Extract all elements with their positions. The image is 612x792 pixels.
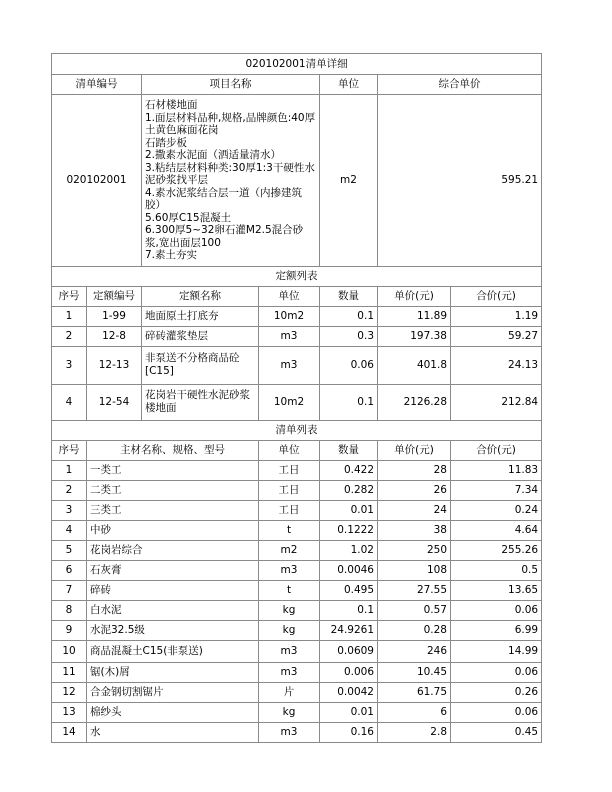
material-total: 0.06 — [451, 600, 542, 620]
material-no: 11 — [52, 662, 87, 682]
material-no: 14 — [52, 722, 87, 742]
material-total: 4.64 — [451, 520, 542, 540]
quota-row — [52, 326, 542, 346]
quota-code: 1-99 — [87, 306, 142, 326]
quota-col-header: 合价(元) — [451, 286, 542, 306]
quota-total: 1.19 — [451, 306, 542, 326]
material-name: 一类工 — [87, 460, 259, 480]
desc-line: 4.素水泥浆结合层一道（内掺建筑胶） — [145, 186, 303, 211]
material-qty: 1.02 — [320, 540, 378, 560]
unit-header: 单位 — [320, 75, 378, 95]
quota-total: 24.13 — [451, 346, 542, 384]
quota-qty: 0.1 — [320, 384, 378, 420]
material-total: 0.5 — [451, 560, 542, 580]
materials-col-header: 单位 — [259, 440, 320, 460]
material-name: 二类工 — [87, 480, 259, 500]
quota-qty: 0.06 — [320, 346, 378, 384]
materials-col-header: 合价(元) — [451, 440, 542, 460]
desc-line: 石材楼地面 — [145, 99, 198, 111]
material-price: 0.57 — [378, 600, 451, 620]
material-qty: 0.16 — [320, 722, 378, 742]
quota-qty: 0.1 — [320, 306, 378, 326]
material-price: 6 — [378, 702, 451, 722]
material-total: 255.26 — [451, 540, 542, 560]
material-row — [52, 702, 542, 722]
material-name: 水泥32.5级 — [87, 620, 259, 640]
material-unit: kg — [259, 620, 320, 640]
quota-unit: 10m2 — [259, 384, 320, 420]
material-no: 7 — [52, 580, 87, 600]
material-row — [52, 580, 542, 600]
desc-line: 6.300厚5~32卵石灌M2.5混合砂浆,宽出面层100 — [145, 224, 304, 249]
material-unit: m3 — [259, 662, 320, 682]
material-row — [52, 722, 542, 742]
quota-row — [52, 306, 542, 326]
quota-col-header: 序号 — [52, 286, 87, 306]
material-qty: 0.01 — [320, 702, 378, 722]
material-unit: kg — [259, 702, 320, 722]
desc-line: 3.粘结层材料种类:30厚1:3干硬性水泥砂浆找平层 — [145, 161, 315, 186]
quota-row — [52, 346, 542, 384]
material-qty: 0.495 — [320, 580, 378, 600]
materials-col-header: 主材名称、规格、型号 — [87, 440, 259, 460]
quota-col-header: 定额编号 — [87, 286, 142, 306]
material-no: 3 — [52, 500, 87, 520]
quota-col-header: 单位 — [259, 286, 320, 306]
material-no: 6 — [52, 560, 87, 580]
material-price: 250 — [378, 540, 451, 560]
quota-price: 197.38 — [378, 326, 451, 346]
quota-no: 1 — [52, 306, 87, 326]
material-unit: m3 — [259, 640, 320, 662]
bill-detail-table — [51, 53, 542, 743]
price-header: 综合单价 — [378, 75, 542, 95]
quota-no: 2 — [52, 326, 87, 346]
material-row — [52, 560, 542, 580]
material-no: 13 — [52, 702, 87, 722]
material-total: 6.99 — [451, 620, 542, 640]
material-row — [52, 682, 542, 702]
material-no: 1 — [52, 460, 87, 480]
material-unit: 工日 — [259, 480, 320, 500]
materials-body — [52, 460, 542, 742]
material-unit: m3 — [259, 722, 320, 742]
quota-header-row — [52, 286, 542, 306]
quota-col-header: 单价(元) — [378, 286, 451, 306]
material-total: 0.26 — [451, 682, 542, 702]
material-price: 10.45 — [378, 662, 451, 682]
material-unit: t — [259, 520, 320, 540]
material-name: 白水泥 — [87, 600, 259, 620]
material-name: 合金钢切割锯片 — [87, 682, 259, 702]
bill-detail-sheet — [51, 53, 541, 743]
material-name: 中砂 — [87, 520, 259, 540]
material-total: 0.45 — [451, 722, 542, 742]
material-price: 26 — [378, 480, 451, 500]
material-name: 锯(木)屑 — [87, 662, 259, 682]
quota-code: 12-54 — [87, 384, 142, 420]
material-qty: 0.0609 — [320, 640, 378, 662]
material-no: 8 — [52, 600, 87, 620]
material-qty: 24.9261 — [320, 620, 378, 640]
quota-no: 4 — [52, 384, 87, 420]
material-row — [52, 520, 542, 540]
material-name: 花岗岩综合 — [87, 540, 259, 560]
material-price: 38 — [378, 520, 451, 540]
quota-unit: m3 — [259, 326, 320, 346]
desc-line: 5.60厚C15混凝土 — [145, 211, 232, 224]
desc-line: 1.面层材料品种,规格,品牌颜色:40厚土黄色麻面花岗 — [145, 111, 316, 136]
quota-qty: 0.3 — [320, 326, 378, 346]
material-row — [52, 540, 542, 560]
quota-col-header: 定额名称 — [142, 286, 259, 306]
material-total: 0.06 — [451, 662, 542, 682]
material-total: 0.24 — [451, 500, 542, 520]
material-price: 0.28 — [378, 620, 451, 640]
quota-price: 2126.28 — [378, 384, 451, 420]
quota-name: 非泵送不分格商品砼[C15] — [142, 346, 259, 384]
material-price: 108 — [378, 560, 451, 580]
materials-section-title: 清单列表 — [52, 420, 542, 440]
code-header: 清单编号 — [52, 75, 142, 95]
material-qty: 0.0046 — [320, 560, 378, 580]
material-qty: 0.282 — [320, 480, 378, 500]
material-no: 10 — [52, 640, 87, 662]
material-unit: m3 — [259, 560, 320, 580]
sheet-title: 020102001清单详细 — [52, 54, 542, 75]
material-no: 2 — [52, 480, 87, 500]
material-name: 棉纱头 — [87, 702, 259, 722]
material-unit: t — [259, 580, 320, 600]
quota-section-title: 定额列表 — [52, 266, 542, 286]
material-row — [52, 620, 542, 640]
quota-unit: 10m2 — [259, 306, 320, 326]
quota-code: 12-13 — [87, 346, 142, 384]
item-unit: m2 — [320, 95, 378, 267]
material-row — [52, 500, 542, 520]
material-price: 24 — [378, 500, 451, 520]
quota-name: 花岗岩干硬性水泥砂浆楼地面 — [142, 384, 259, 420]
quota-price: 11.89 — [378, 306, 451, 326]
quota-code: 12-8 — [87, 326, 142, 346]
material-no: 12 — [52, 682, 87, 702]
material-unit: kg — [259, 600, 320, 620]
material-total: 13.65 — [451, 580, 542, 600]
material-price: 2.8 — [378, 722, 451, 742]
item-price: 595.21 — [378, 95, 542, 267]
materials-col-header: 数量 — [320, 440, 378, 460]
material-qty: 0.422 — [320, 460, 378, 480]
material-unit: 片 — [259, 682, 320, 702]
quota-total: 59.27 — [451, 326, 542, 346]
materials-col-header: 序号 — [52, 440, 87, 460]
materials-header-row — [52, 440, 542, 460]
material-qty: 0.0042 — [320, 682, 378, 702]
material-price: 246 — [378, 640, 451, 662]
material-row — [52, 662, 542, 682]
material-unit: 工日 — [259, 500, 320, 520]
material-price: 28 — [378, 460, 451, 480]
material-row — [52, 480, 542, 500]
quota-name: 碎砖灌浆垫层 — [142, 326, 259, 346]
material-no: 5 — [52, 540, 87, 560]
material-no: 9 — [52, 620, 87, 640]
material-qty: 0.01 — [320, 500, 378, 520]
material-total: 0.06 — [451, 702, 542, 722]
material-qty: 0.1 — [320, 600, 378, 620]
material-name: 水 — [87, 722, 259, 742]
material-total: 11.83 — [451, 460, 542, 480]
desc-line: 7.素土夯实 — [145, 249, 198, 261]
material-row — [52, 600, 542, 620]
material-name: 商品混凝土C15(非泵送) — [87, 640, 259, 662]
material-total: 7.34 — [451, 480, 542, 500]
material-total: 14.99 — [451, 640, 542, 662]
material-price: 61.75 — [378, 682, 451, 702]
material-name: 碎砖 — [87, 580, 259, 600]
quota-unit: m3 — [259, 346, 320, 384]
material-unit: 工日 — [259, 460, 320, 480]
material-row — [52, 640, 542, 662]
quota-price: 401.8 — [378, 346, 451, 384]
material-qty: 0.006 — [320, 662, 378, 682]
item-code: 020102001 — [52, 95, 142, 267]
material-price: 27.55 — [378, 580, 451, 600]
desc-line: 2.撒素水泥面（洒适量清水） — [145, 149, 282, 161]
quota-row — [52, 384, 542, 420]
quota-total: 212.84 — [451, 384, 542, 420]
quota-name: 地面原土打底夯 — [142, 306, 259, 326]
material-row — [52, 460, 542, 480]
material-name: 三类工 — [87, 500, 259, 520]
material-no: 4 — [52, 520, 87, 540]
materials-col-header: 单价(元) — [378, 440, 451, 460]
item-description — [142, 95, 320, 267]
material-qty: 0.1222 — [320, 520, 378, 540]
quota-col-header: 数量 — [320, 286, 378, 306]
quota-no: 3 — [52, 346, 87, 384]
desc-line: 石踏步板 — [145, 136, 187, 149]
material-name: 石灰膏 — [87, 560, 259, 580]
name-header: 项目名称 — [142, 75, 320, 95]
material-unit: m2 — [259, 540, 320, 560]
